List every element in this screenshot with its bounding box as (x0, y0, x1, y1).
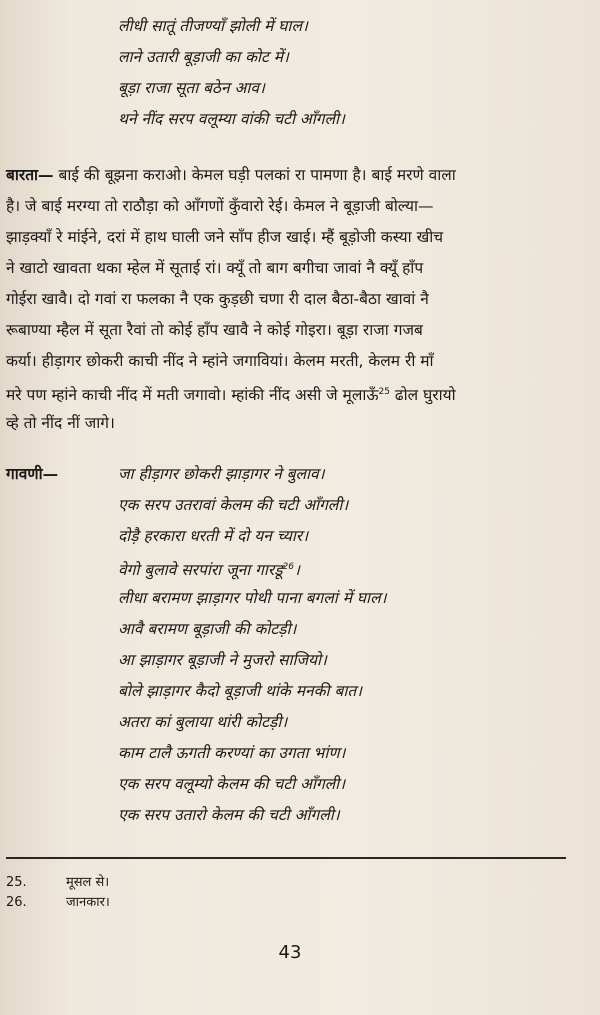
verse-line: जा हीड़ागर छोकरी झाड़ागर ने बुलाव। (118, 465, 325, 483)
verse-line: एक सरप उतरावां केलम की चटी आँगली। (118, 496, 349, 514)
verse-line: एक सरप उतारो केलम की चटी आँगली। (118, 806, 340, 824)
verse-line: बूड़ा राजा सूता बठेन आव। (118, 79, 265, 97)
prose-line: रूबाण्या म्हैल में सूता रैवां तो कोई हाँप खावै ने कोई गोइरा। बूड़ा राजा गजब (6, 321, 423, 339)
verse-line: वेगो बुलावे सरपांरा जूना गारडू$^{26}$। (118, 561, 300, 580)
prose-line: कर्या। हीड़ागर छोकरी काची नींद ने म्हांने जगावियां। केलम मरती, केलम री माँ (6, 352, 434, 370)
verse-line: अतरा कां बुलाया थांरी कोटड़ी। (118, 713, 288, 731)
verse-line: लीधा बरामण झाड़ागर पोथी पाना बगलां में घाल। (118, 589, 387, 607)
prose-line: झाड़क्याँ रे मांईने, दरां में हाथ घाली जने साँप हीज खाई। म्हैं बूड़ोजी कस्या खीच (6, 228, 444, 246)
verse-line: दोड़ै हरकारा धरती में दो यन च्यार। (118, 527, 309, 545)
footnote: 26. जानकार। (6, 895, 110, 910)
footnote-divider (6, 857, 566, 859)
verse-gavani (118, 459, 578, 831)
verse-line: लाने उतारी बूड़ाजी का कोट में। (118, 48, 289, 66)
prose-line: मरे पण म्हांने काची नींद में मती जगावो। म्हांकी नींद असी जे मूलाऊँ$^{25}$ ढोल घुरायो (6, 386, 456, 405)
gavani-label: गावणी— (6, 465, 59, 483)
verse-line: आवै बरामण बूड़ाजी की कोटड़ी। (118, 620, 297, 638)
verse-line: बोले झाड़ागर कैदो बूड़ाजी थांके मनकी बात। (118, 682, 363, 700)
page-number: 43 (278, 942, 302, 963)
verse-line: लीधी सातूं तीजण्याँ झोली में घाल। (118, 17, 308, 35)
prose-paragraph (6, 160, 568, 439)
verse-line: एक सरप वलूम्यो केलम की चटी आँगली। (118, 775, 346, 793)
verse-top (118, 11, 578, 135)
prose-line: ने खाटो खावता थका म्हेल में सूताई रां। क्यूँ तो बाग बगीचा जावां नै क्यूँ हाँप (6, 259, 424, 277)
footnote: 25. मूसल से। (6, 875, 110, 890)
verse-line: काम टालै ऊगती करण्यां का उगता भांण। (118, 744, 346, 762)
footnote-ref: 25 (378, 387, 390, 397)
prose-line: बारता— बाई की बूझना कराओ। केमल घड़ी पलकां रा पामणा है। बाई मरणे वाला (6, 166, 456, 184)
prose-line: व्हे तो नींद नीं जागे। (6, 414, 115, 432)
prose-line: है। जे बाई मरग्या तो राठौड़ा को आँगणों कुँवारो रेई। केमल ने बूड़ाजी बोल्या— (6, 197, 434, 215)
footnotes (6, 873, 110, 913)
prose-line: गोईरा खावै। दो गवां रा फलका नै एक कुड़छी चणा री दाल बैठा-बैठा खावां नै (6, 290, 429, 308)
verse-line: आ झाड़ागर बूड़ाजी ने मुजरो साजियो। (118, 651, 327, 669)
barta-label: बारता— (6, 166, 54, 184)
verse-line: थने नींद सरप वलूम्या वांकी चटी आँगली। (118, 110, 345, 128)
footnote-ref: 26 (282, 562, 294, 572)
